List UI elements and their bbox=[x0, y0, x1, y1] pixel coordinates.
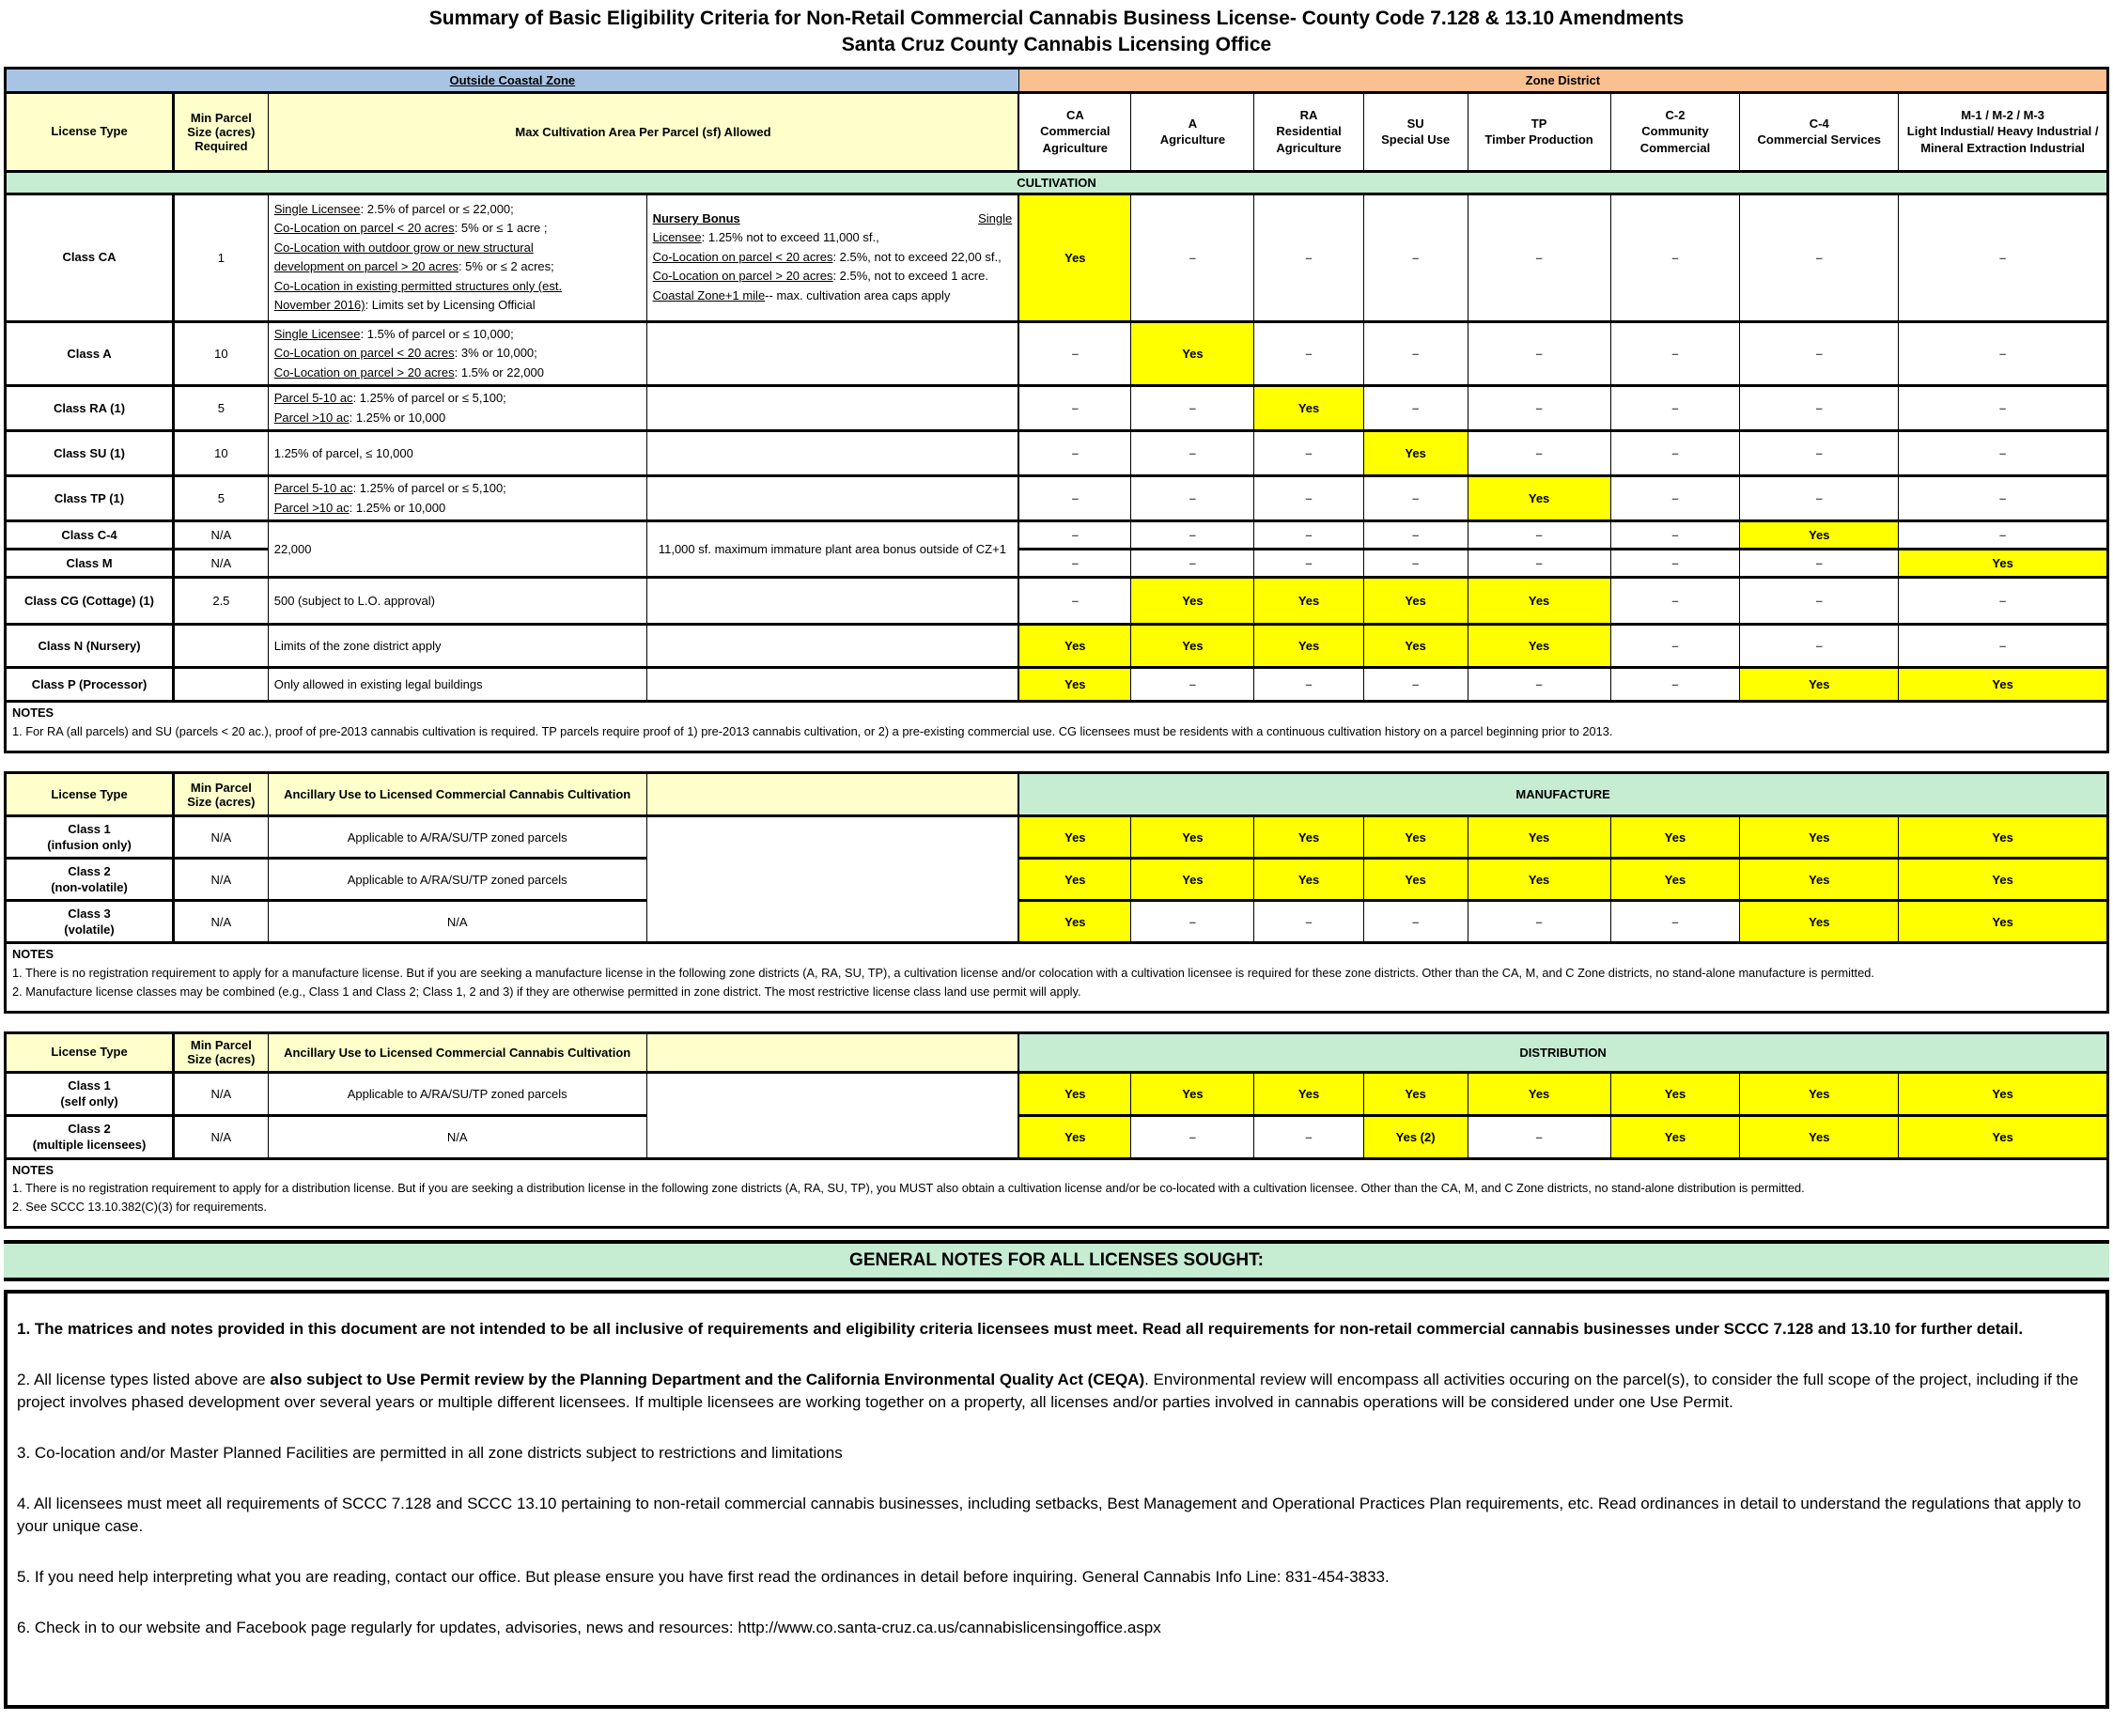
min-parcel-header: Min Parcel Size (acres) Required bbox=[174, 92, 269, 171]
license-row bbox=[6, 1072, 2108, 1115]
zone-permission-cell: – bbox=[1610, 386, 1740, 431]
zone-permission-cell: Yes bbox=[1363, 859, 1468, 901]
min-parcel-cell: N/A bbox=[174, 521, 269, 550]
cultivation-row bbox=[6, 625, 2108, 668]
cultivation-row bbox=[6, 431, 2108, 476]
ancillary-use-cell: N/A bbox=[268, 901, 646, 943]
license-class-cell: Class CA bbox=[6, 194, 174, 321]
min-parcel-cell: N/A bbox=[174, 1072, 269, 1115]
zone-column-header: M-1 / M-2 / M-3 Light Industial/ Heavy Industrial / Mineral Extraction Industrial bbox=[1899, 92, 2108, 171]
license-row bbox=[6, 901, 2108, 943]
zone-permission-cell: – bbox=[1018, 550, 1131, 578]
min-parcel-cell: N/A bbox=[174, 550, 269, 578]
bonus-cell: Nursery Bonus Single Licensee: 1.25% not to exceed 11,000 sf., Co-Location on parcel < 20 acres: 2.5%, not to exceed 22,00 sf., Co-Location on parcel > 20 acres: 2.5%, not to exceed 1 acre. Coastal Zone+1 mile-- max. cultivation area caps apply bbox=[646, 194, 1018, 321]
max-area-cell: Single Licensee: 2.5% of parcel or ≤ 22,000; Co-Location on parcel < 20 acres: 5% or ≤ 1 acre ; Co-Location with outdoor grow or new structural development on parcel > 20 acres: 5% or ≤ 2 acres; Co-Location in existing permitted structures only (est. November 2016): Limits set by Licensing Official bbox=[268, 194, 646, 321]
zone-permission-cell: – bbox=[1899, 476, 2108, 521]
zone-permission-cell: – bbox=[1254, 550, 1363, 578]
zone-permission-cell: – bbox=[1740, 625, 1899, 668]
min-parcel-cell bbox=[174, 668, 269, 702]
zone-permission-cell: Yes bbox=[1363, 816, 1468, 859]
zone-permission-cell: – bbox=[1131, 1115, 1254, 1158]
max-area-cell: Single Licensee: 1.5% of parcel or ≤ 10,000; Co-Location on parcel < 20 acres: 3% or 10,000; Co-Location on parcel > 20 acres: 1.5% or 22,000 bbox=[268, 321, 646, 386]
zone-permission-cell: – bbox=[1740, 550, 1899, 578]
zone-column-header: CA Commercial Agriculture bbox=[1018, 92, 1131, 171]
zone-permission-cell: – bbox=[1363, 521, 1468, 550]
zone-permission-cell: – bbox=[1899, 625, 2108, 668]
cultivation-row bbox=[6, 476, 2108, 521]
zone-permission-cell: – bbox=[1018, 578, 1131, 625]
distribution-notes-text bbox=[12, 1179, 2101, 1217]
zone-permission-cell: Yes bbox=[1610, 1115, 1740, 1158]
license-row bbox=[6, 859, 2108, 901]
ancillary-use-cell: Applicable to A/RA/SU/TP zoned parcels bbox=[268, 1072, 646, 1115]
ancillary-use-header: Ancillary Use to Licensed Commercial Cannabis Cultivation bbox=[268, 773, 646, 816]
min-parcel-cell bbox=[174, 625, 269, 668]
zone-permission-cell: Yes bbox=[1131, 859, 1254, 901]
zone-permission-cell: – bbox=[1468, 386, 1610, 431]
zone-permission-cell: Yes bbox=[1899, 668, 2108, 702]
zone-permission-cell: Yes bbox=[1610, 1072, 1740, 1115]
zone-permission-cell: Yes bbox=[1254, 816, 1363, 859]
notes-title: NOTES bbox=[12, 705, 54, 721]
note-line: 1. There is no registration requirement to apply for a manufacture license. But if you are seeking a manufacture license in the following zone districts (A, RA, SU, TP), a cultivation license and/or colocation with a cultivation licensee is required for these zone districts. Other than the CA, M, and C Zone districts, no stand-alone manufacture is permitted. bbox=[12, 965, 1874, 980]
zone-permission-cell: Yes bbox=[1468, 578, 1610, 625]
zone-permission-cell: – bbox=[1899, 521, 2108, 550]
manufacture-notes-box bbox=[4, 944, 2109, 1013]
title-line-1: Summary of Basic Eligibility Criteria for Non-Retail Commercial Cannabis Business License- County Code 7.128 & 13.10 Amendments bbox=[428, 8, 1685, 29]
spacer-header-cell bbox=[646, 773, 1018, 816]
zone-permission-cell: – bbox=[1468, 550, 1610, 578]
zone-permission-cell: Yes bbox=[1610, 816, 1740, 859]
zone-permission-cell: Yes bbox=[1899, 1115, 2108, 1158]
license-type-header: License Type bbox=[6, 92, 174, 171]
manufacture-notes-text bbox=[12, 964, 2101, 1001]
zone-permission-cell: – bbox=[1610, 431, 1740, 476]
zone-permission-cell: – bbox=[1131, 550, 1254, 578]
distribution-table bbox=[4, 1031, 2109, 1160]
zone-permission-cell: Yes bbox=[1254, 578, 1363, 625]
zone-permission-cell: – bbox=[1363, 550, 1468, 578]
zone-band-row bbox=[6, 68, 2108, 92]
zone-permission-cell: Yes bbox=[1740, 816, 1899, 859]
zone-permission-cell: – bbox=[1740, 578, 1899, 625]
zone-permission-cell: – bbox=[1363, 901, 1468, 943]
zone-permission-cell: – bbox=[1740, 386, 1899, 431]
bonus-cell bbox=[646, 386, 1018, 431]
zone-permission-cell: Yes bbox=[1899, 901, 2108, 943]
license-row bbox=[6, 816, 2108, 859]
bonus-cell: 11,000 sf. maximum immature plant area bonus outside of CZ+1 bbox=[646, 521, 1018, 578]
bonus-cell bbox=[646, 476, 1018, 521]
ancillary-use-cell: N/A bbox=[268, 1115, 646, 1158]
zone-permission-cell: – bbox=[1254, 431, 1363, 476]
zone-permission-cell: – bbox=[1610, 668, 1740, 702]
spacer-cell bbox=[646, 816, 1018, 943]
zone-permission-cell: Yes bbox=[1468, 476, 1610, 521]
general-note-paragraph: 1. The matrices and notes provided in this document are not intended to be all inclusive of requirements and eligibility criteria licensees must meet. Read all requirements for non-retail commercial cannabis businesses under SCCC 7.128 and 13.10 for further detail. bbox=[17, 1320, 2024, 1339]
zone-permission-cell: Yes bbox=[1740, 1115, 1899, 1158]
zone-permission-cell: Yes bbox=[1468, 625, 1610, 668]
bonus-cell bbox=[646, 321, 1018, 386]
license-class-cell: Class CG (Cottage) (1) bbox=[6, 578, 174, 625]
zone-permission-cell: – bbox=[1363, 668, 1468, 702]
bonus-cell bbox=[646, 431, 1018, 476]
cultivation-section-label: CULTIVATION bbox=[6, 171, 2108, 194]
min-parcel-cell: N/A bbox=[174, 1115, 269, 1158]
note-line: 1. For RA (all parcels) and SU (parcels < 20 ac.), proof of pre-2013 cannabis cultivation is required. TP parcels require proof of 1) pre-2013 cannabis cultivation, or 2) a pre-existing commercial use. CG licensees must be residents with a continuous cultivation history on a parcel beginning prior to 2013. bbox=[12, 724, 1613, 739]
max-area-cell: 500 (subject to L.O. approval) bbox=[268, 578, 646, 625]
min-parcel-cell: N/A bbox=[174, 816, 269, 859]
zone-permission-cell: – bbox=[1468, 668, 1610, 702]
zone-permission-cell: – bbox=[1610, 321, 1740, 386]
zone-permission-cell: Yes bbox=[1899, 550, 2108, 578]
cultivation-row bbox=[6, 386, 2108, 431]
cultivation-row bbox=[6, 521, 2108, 550]
min-parcel-cell: N/A bbox=[174, 901, 269, 943]
zone-permission-cell: – bbox=[1468, 321, 1610, 386]
zone-permission-cell: – bbox=[1610, 578, 1740, 625]
zone-permission-cell: Yes bbox=[1018, 625, 1131, 668]
spacer-cell bbox=[646, 1072, 1018, 1158]
zone-permission-cell: – bbox=[1363, 476, 1468, 521]
zone-permission-cell: Yes bbox=[1468, 1072, 1610, 1115]
ancillary-use-cell: Applicable to A/RA/SU/TP zoned parcels bbox=[268, 816, 646, 859]
zone-permission-cell: Yes bbox=[1899, 1072, 2108, 1115]
zone-permission-cell: Yes bbox=[1018, 668, 1131, 702]
max-area-cell: 22,000 bbox=[268, 521, 646, 578]
zone-permission-cell: – bbox=[1131, 431, 1254, 476]
zone-permission-cell: – bbox=[1740, 476, 1899, 521]
notes-title: NOTES bbox=[12, 1162, 54, 1177]
general-notes-banner: GENERAL NOTES FOR ALL LICENSES SOUGHT: bbox=[4, 1240, 2109, 1281]
zone-permission-cell: Yes bbox=[1131, 816, 1254, 859]
license-type-header: License Type bbox=[6, 1032, 174, 1072]
cultivation-row bbox=[6, 321, 2108, 386]
zone-permission-cell: Yes bbox=[1740, 901, 1899, 943]
zone-column-header: C-2 Community Commercial bbox=[1610, 92, 1740, 171]
cultivation-section-row bbox=[6, 171, 2108, 194]
zone-permission-cell: – bbox=[1468, 521, 1610, 550]
zone-permission-cell: – bbox=[1018, 431, 1131, 476]
zone-column-header: A Agriculture bbox=[1131, 92, 1254, 171]
license-class-cell: Class RA (1) bbox=[6, 386, 174, 431]
zone-permission-cell: – bbox=[1018, 521, 1131, 550]
zone-permission-cell: Yes bbox=[1610, 859, 1740, 901]
zone-permission-cell: Yes bbox=[1468, 816, 1610, 859]
license-class-cell: Class 2 (multiple licensees) bbox=[6, 1115, 174, 1158]
cultivation-notes-box bbox=[4, 703, 2109, 753]
min-parcel-header: Min Parcel Size (acres) bbox=[174, 773, 269, 816]
zone-permission-cell: – bbox=[1254, 668, 1363, 702]
manufacture-table bbox=[4, 771, 2109, 944]
min-parcel-header: Min Parcel Size (acres) bbox=[174, 1032, 269, 1072]
zone-permission-cell: – bbox=[1363, 321, 1468, 386]
zone-permission-cell: Yes bbox=[1254, 859, 1363, 901]
zone-permission-cell: – bbox=[1131, 194, 1254, 321]
zone-permission-cell: Yes bbox=[1018, 194, 1131, 321]
zone-permission-cell: Yes bbox=[1131, 1072, 1254, 1115]
note-line: 1. There is no registration requirement to apply for a distribution license. But if you are seeking a distribution license in the following zone districts (A, RA, SU, TP), you MUST also obtain a cultivation license and/or be co-located with a cultivation licensee. Other than the CA, M, and C Zone districts, no stand-alone distribution is permitted. bbox=[12, 1181, 1805, 1196]
zone-permission-cell: Yes bbox=[1468, 859, 1610, 901]
zone-permission-cell: Yes bbox=[1899, 859, 2108, 901]
license-class-cell: Class N (Nursery) bbox=[6, 625, 174, 668]
zone-permission-cell: – bbox=[1740, 431, 1899, 476]
zone-permission-cell: Yes bbox=[1018, 816, 1131, 859]
title-line-2: Santa Cruz County Cannabis Licensing Office bbox=[841, 34, 1272, 56]
zone-permission-cell: – bbox=[1610, 550, 1740, 578]
license-class-cell: Class 1 (self only) bbox=[6, 1072, 174, 1115]
zone-permission-cell: Yes bbox=[1131, 321, 1254, 386]
license-class-cell: Class 3 (volatile) bbox=[6, 901, 174, 943]
bonus-cell bbox=[646, 668, 1018, 702]
cultivation-row bbox=[6, 668, 2108, 702]
zone-permission-cell: – bbox=[1254, 476, 1363, 521]
license-class-cell: Class TP (1) bbox=[6, 476, 174, 521]
zone-permission-cell: – bbox=[1363, 386, 1468, 431]
zone-permission-cell: Yes bbox=[1740, 668, 1899, 702]
zone-permission-cell: – bbox=[1610, 901, 1740, 943]
license-class-cell: Class M bbox=[6, 550, 174, 578]
distribution-header-row bbox=[6, 1032, 2108, 1072]
license-class-cell: Class 1 (infusion only) bbox=[6, 816, 174, 859]
outside-coastal-zone-label: Outside Coastal Zone bbox=[449, 72, 576, 87]
bonus-cell bbox=[646, 578, 1018, 625]
zone-permission-cell: – bbox=[1610, 476, 1740, 521]
general-note-paragraph: 3. Co-location and/or Master Planned Facilities are permitted in all zone districts subject to restrictions and limitations bbox=[17, 1443, 843, 1462]
zone-permission-cell: Yes bbox=[1018, 1115, 1131, 1158]
cultivation-row bbox=[6, 194, 2108, 321]
zone-permission-cell: Yes bbox=[1018, 1072, 1131, 1115]
cultivation-notes-text bbox=[12, 722, 2101, 741]
zone-permission-cell: – bbox=[1131, 521, 1254, 550]
zone-permission-cell: Yes bbox=[1363, 625, 1468, 668]
license-class-cell: Class A bbox=[6, 321, 174, 386]
zone-permission-cell: Yes bbox=[1131, 625, 1254, 668]
zone-permission-cell: Yes bbox=[1740, 1072, 1899, 1115]
min-parcel-cell: N/A bbox=[174, 859, 269, 901]
zone-column-header: C-4 Commercial Services bbox=[1740, 92, 1899, 171]
outside-coastal-zone-band bbox=[6, 68, 1019, 92]
max-area-cell: Parcel 5-10 ac: 1.25% of parcel or ≤ 5,100; Parcel >10 ac: 1.25% or 10,000 bbox=[268, 386, 646, 431]
note-line: 2. Manufacture license classes may be combined (e.g., Class 1 and Class 2; Class 1, 2 and 3) if they are otherwise permitted in zone district. The most restrictive license class land use permit will apply. bbox=[12, 984, 1081, 999]
zone-permission-cell: – bbox=[1899, 431, 2108, 476]
license-class-cell: Class SU (1) bbox=[6, 431, 174, 476]
zone-permission-cell: – bbox=[1468, 1115, 1610, 1158]
zone-permission-cell: – bbox=[1899, 194, 2108, 321]
license-row bbox=[6, 1115, 2108, 1158]
zone-column-header: RA Residential Agriculture bbox=[1254, 92, 1363, 171]
zone-permission-cell: Yes bbox=[1018, 859, 1131, 901]
zone-permission-cell: – bbox=[1468, 901, 1610, 943]
manufacture-section-label: MANUFACTURE bbox=[1018, 773, 2107, 816]
cultivation-header-row bbox=[6, 92, 2108, 171]
zone-permission-cell: – bbox=[1018, 321, 1131, 386]
general-note-paragraph: 2. All license types listed above are also subject to Use Permit review by the Planning Department and the California Environmental Quality Act (CEQA). Environmental review will encompass all activities occuring on the parcel(s), to consider the full scope of the project, including if the project involves phased development over several years or multiple different licensees. If multiple licensees are working together on a property, all licenses and/or parties involved in cannabis operations will be considered under one Use Permit. bbox=[17, 1370, 2079, 1412]
zone-permission-cell: – bbox=[1254, 321, 1363, 386]
page-title bbox=[4, 6, 2109, 59]
zone-permission-cell: – bbox=[1254, 194, 1363, 321]
zone-permission-cell: – bbox=[1610, 625, 1740, 668]
zone-permission-cell: Yes bbox=[1254, 1072, 1363, 1115]
zone-permission-cell: – bbox=[1131, 386, 1254, 431]
zone-permission-cell: – bbox=[1131, 476, 1254, 521]
spacer-header-cell bbox=[646, 1032, 1018, 1072]
zone-permission-cell: Yes bbox=[1131, 578, 1254, 625]
zone-permission-cell: – bbox=[1254, 901, 1363, 943]
general-note-paragraph: 4. All licensees must meet all requirements of SCCC 7.128 and SCCC 13.10 pertaining to non-retail commercial cannabis businesses, including setbacks, Best Management and Operational Practices Plan requirements, etc. Read ordinances in detail to understand the regulations that apply to your unique case. bbox=[17, 1494, 2082, 1536]
zone-permission-cell: – bbox=[1018, 386, 1131, 431]
max-area-cell: Only allowed in existing legal buildings bbox=[268, 668, 646, 702]
zone-permission-cell: Yes bbox=[1018, 901, 1131, 943]
zone-column-header: SU Special Use bbox=[1363, 92, 1468, 171]
min-parcel-cell: 5 bbox=[174, 386, 269, 431]
min-parcel-cell: 2.5 bbox=[174, 578, 269, 625]
zone-permission-cell: Yes bbox=[1254, 625, 1363, 668]
license-class-cell: Class P (Processor) bbox=[6, 668, 174, 702]
zone-permission-cell: – bbox=[1363, 194, 1468, 321]
notes-title: NOTES bbox=[12, 947, 54, 962]
manufacture-header-row bbox=[6, 773, 2108, 816]
distribution-notes-box bbox=[4, 1160, 2109, 1229]
min-parcel-cell: 5 bbox=[174, 476, 269, 521]
zone-permission-cell: – bbox=[1899, 386, 2108, 431]
min-parcel-cell: 10 bbox=[174, 431, 269, 476]
max-area-cell: Parcel 5-10 ac: 1.25% of parcel or ≤ 5,100; Parcel >10 ac: 1.25% or 10,000 bbox=[268, 476, 646, 521]
distribution-section-label: DISTRIBUTION bbox=[1018, 1032, 2107, 1072]
max-cultivation-area-header: Max Cultivation Area Per Parcel (sf) Allowed bbox=[268, 92, 1018, 171]
zone-permission-cell: Yes bbox=[1363, 1072, 1468, 1115]
min-parcel-cell: 10 bbox=[174, 321, 269, 386]
license-type-header: License Type bbox=[6, 773, 174, 816]
cultivation-table bbox=[4, 67, 2109, 704]
zone-permission-cell: – bbox=[1018, 476, 1131, 521]
zone-permission-cell: – bbox=[1131, 668, 1254, 702]
max-area-cell: Limits of the zone district apply bbox=[268, 625, 646, 668]
zone-permission-cell: Yes bbox=[1254, 386, 1363, 431]
license-class-cell: Class C-4 bbox=[6, 521, 174, 550]
zone-permission-cell: – bbox=[1468, 431, 1610, 476]
zone-permission-cell: – bbox=[1131, 901, 1254, 943]
zone-column-header: TP Timber Production bbox=[1468, 92, 1610, 171]
zone-permission-cell: Yes bbox=[1899, 816, 2108, 859]
zone-permission-cell: – bbox=[1610, 521, 1740, 550]
license-class-cell: Class 2 (non-volatile) bbox=[6, 859, 174, 901]
note-line: 2. See SCCC 13.10.382(C)(3) for requirements. bbox=[12, 1200, 267, 1215]
zone-permission-cell: – bbox=[1740, 321, 1899, 386]
general-notes-box bbox=[4, 1290, 2109, 1709]
ancillary-use-cell: Applicable to A/RA/SU/TP zoned parcels bbox=[268, 859, 646, 901]
zone-permission-cell: – bbox=[1610, 194, 1740, 321]
zone-permission-cell: Yes (2) bbox=[1363, 1115, 1468, 1158]
zone-permission-cell: – bbox=[1254, 1115, 1363, 1158]
zone-permission-cell: – bbox=[1254, 521, 1363, 550]
zone-permission-cell: Yes bbox=[1363, 431, 1468, 476]
bonus-cell bbox=[646, 625, 1018, 668]
max-area-cell: 1.25% of parcel, ≤ 10,000 bbox=[268, 431, 646, 476]
zone-permission-cell: – bbox=[1740, 194, 1899, 321]
ancillary-use-header: Ancillary Use to Licensed Commercial Cannabis Cultivation bbox=[268, 1032, 646, 1072]
document-page bbox=[4, 0, 2109, 1709]
min-parcel-cell: 1 bbox=[174, 194, 269, 321]
zone-permission-cell: Yes bbox=[1740, 521, 1899, 550]
zone-district-band: Zone District bbox=[1018, 68, 2107, 92]
general-note-paragraph: 5. If you need help interpreting what you are reading, contact our office. But please ensure you have first read the ordinances in detail before inquiring. General Cannabis Info Line: 831-454-3833. bbox=[17, 1567, 1390, 1586]
general-note-paragraph: 6. Check in to our website and Facebook page regularly for updates, advisories, news and resources: http://www.co.santa-cruz.ca.us/cannabislicensingoffice.aspx bbox=[17, 1618, 1161, 1636]
zone-permission-cell: – bbox=[1899, 578, 2108, 625]
zone-permission-cell: – bbox=[1468, 194, 1610, 321]
zone-permission-cell: Yes bbox=[1363, 578, 1468, 625]
zone-permission-cell: Yes bbox=[1740, 859, 1899, 901]
cultivation-row bbox=[6, 578, 2108, 625]
zone-permission-cell: – bbox=[1899, 321, 2108, 386]
